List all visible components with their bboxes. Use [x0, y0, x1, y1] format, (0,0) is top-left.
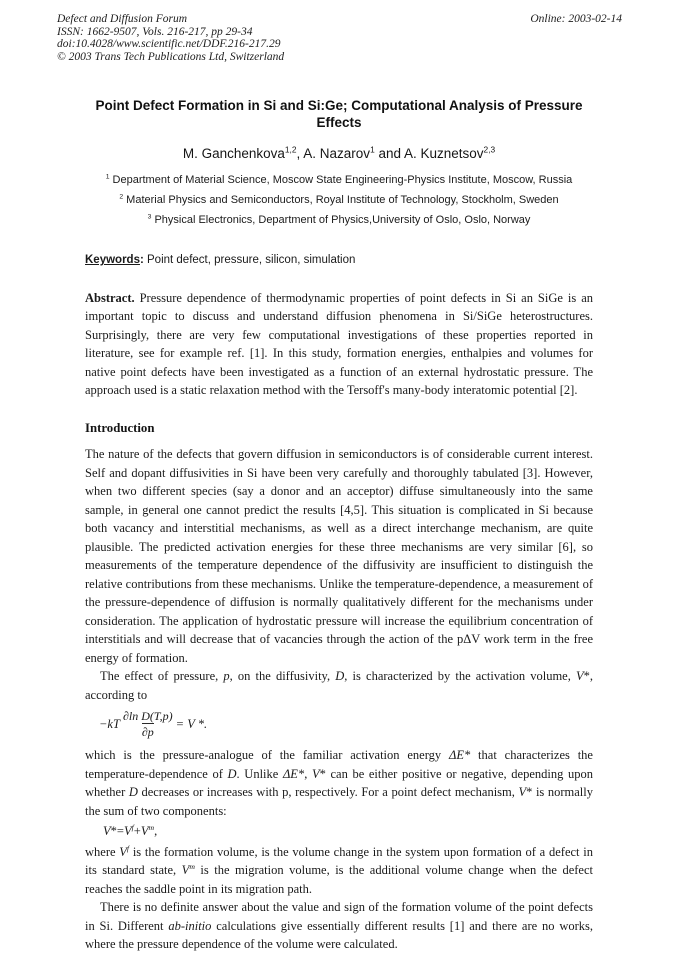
- paragraph-pressure-analogue: which is the pressure-analogue of the familiar activation energy ΔE* that characterizes the temperature-dependence of D. Unlike ΔE*, V* can be either positive or negative, depending upon whether D decreases or increases with p, respectively. For a point defect mechanism, V* is normally the sum of two components:: [85, 748, 593, 818]
- paragraph-no-definite-answer: There is no definite answer about the value and sign of the formation volume of the point defects in Si. Different ab-initio calculations give essentially different results [1] and there are no works, where the pressure dependence of the volume were calculated.: [85, 900, 593, 951]
- affiliation-3: $^3$ Physical Electronics, Department of Physics,University of Oslo, Oslo, Norway: [147, 213, 531, 226]
- journal-issn-line: ISSN: 1662-9507, Vols. 216-217, pp 29-34: [57, 25, 253, 38]
- paper-title: Point Defect Formation in Si and Si:Ge; Computational Analysis of Pressure Effects: [95, 98, 583, 130]
- main-text-column: [85, 251, 593, 954]
- section-heading-introduction: Introduction: [85, 420, 155, 435]
- intro-paragraph-1: The nature of the defects that govern diffusion in semiconductors is of considerable current interest. Self and dopant diffusivities in Si have been very carefully and thoroughly tabulated [3]. However, when two different species (say a donor and an acceptor) diffuse simultaneously into the same sample, in general one cannot predict the results [4,5]. This situation is complicated in Si because both vacancy and interstitial mechanisms, as well as a direct interchange mechanism, are quite plausible. The predicted activation energies for these three mechanisms are very similar [6], so measurements of the temperature dependence of the diffusivity are insufficient to distinguish the relative contributions from these mechanisms. Unlike the temperature-dependence, a measurement of the pressure-dependence of diffusion is normally qualitatively different for the mechanisms under consideration. The application of hydrostatic pressure will increase the equilibrium concentration of interstitials and will decrease that of vacancies through the action of the pΔV work term in the free energy of formation.: [85, 447, 593, 665]
- affiliation-1: $^1$ Department of Material Science, Moscow State Engineering-Physics Institute, Moscow, Russia: [105, 173, 573, 186]
- equation-prefix: −kT: [99, 716, 120, 731]
- equation-fraction: [123, 709, 173, 739]
- journal-header: [0, 13, 678, 63]
- equation-result: = V *.: [175, 716, 208, 731]
- intro-paragraph-2: The effect of pressure, p, on the diffusivity, D, is characterized by the activation volume, V*, according to: [85, 669, 593, 702]
- online-date: Online: 2003-02-14: [530, 13, 622, 25]
- equation-volume-components: $V*=V^f+V^m$,: [103, 822, 158, 838]
- journal-doi-line: doi:10.4028/www.scientific.net/DDF.216-217.29: [57, 38, 281, 50]
- affiliations-block: [0, 170, 678, 230]
- journal-copyright-line: © 2003 Trans Tech Publications Ltd, Switzerland: [57, 50, 285, 63]
- authors-line: M. Ganchenkova$^{1,2}$, A. Nazarov$^1$ and A. Kuznetsov$^{2,3}$: [182, 144, 496, 161]
- journal-info-block: [57, 13, 284, 63]
- journal-name: Defect and Diffusion Forum: [57, 13, 187, 25]
- fraction-numerator: ∂ln D(T,p): [122, 709, 173, 723]
- equation-activation-volume: [99, 709, 593, 739]
- abstract-paragraph: Abstract. Pressure dependence of thermodynamic properties of point defects in Si an SiGe is an important topic to discuss and understand diffusion phenomena in Si/SiGe heterostructures. Surprisingly, there are very few computational investigations of these properties reported in literature, see for example ref. [1]. In this study, formation energies, enthalpies and volumes for native point defects have been investigated as a function of an external hydrostatic pressure. The approach used is a static relaxation method with the Tersoff's many-body interatomic potential [2].: [85, 290, 593, 397]
- affiliation-2: $^2$ Material Physics and Semiconductors, Royal Institute of Technology, Stockholm, Sweden: [119, 193, 559, 206]
- keywords-line: Keywords: Point defect, pressure, silicon, simulation: [85, 254, 356, 266]
- paragraph-volume-definitions: where $V^f$ is the formation volume, is the volume change in the system upon formation of a defect in its standard state, $V^m$ is the migration volume, is the additional volume change when the defect reaches the saddle point in its migration path.: [85, 843, 593, 896]
- fraction-denominator: ∂p: [141, 725, 154, 739]
